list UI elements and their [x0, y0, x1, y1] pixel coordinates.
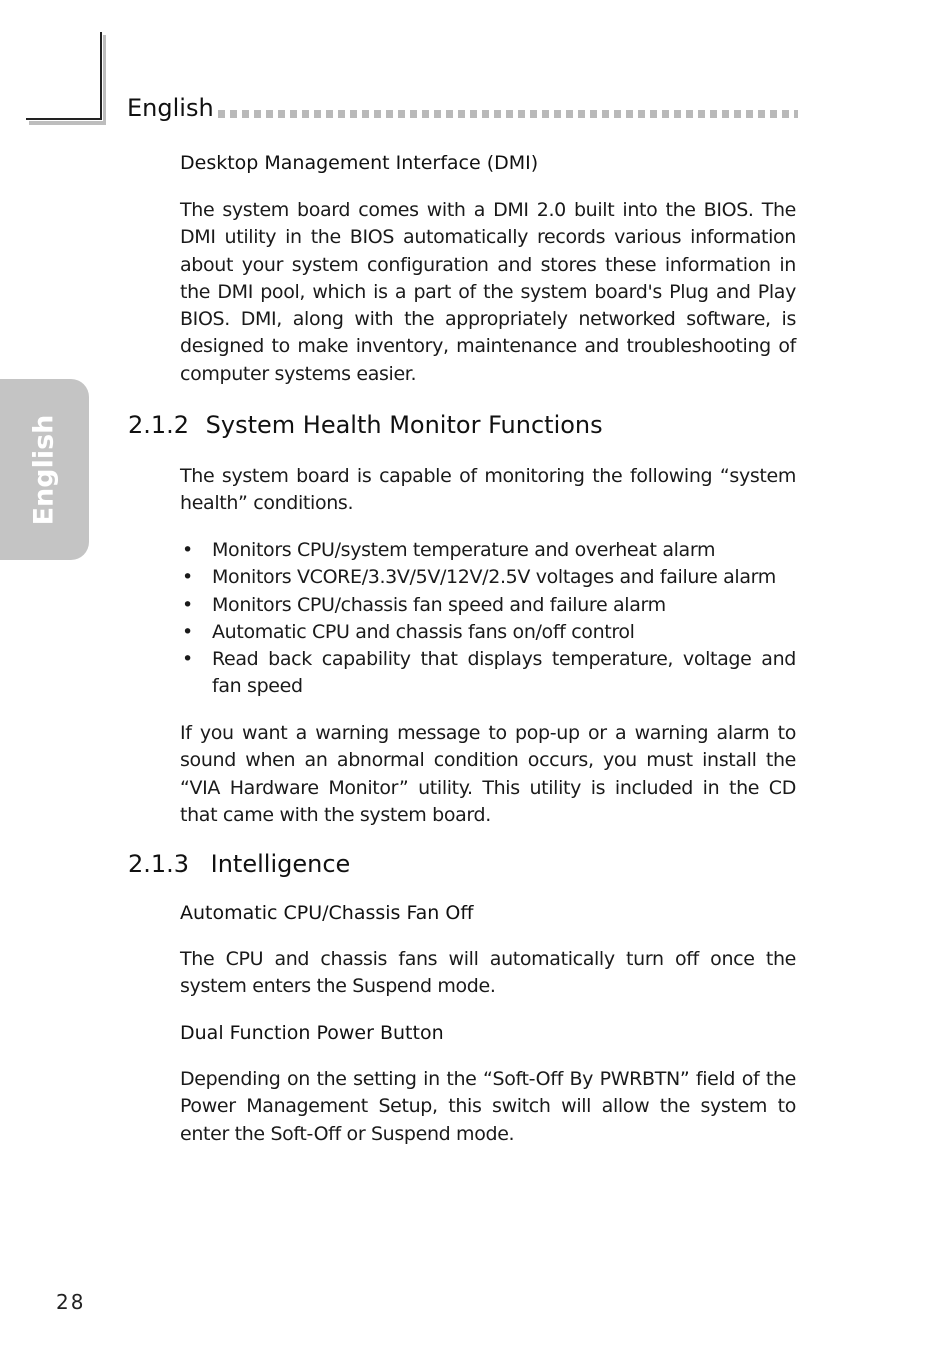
list-item-text: Monitors CPU/system temperature and overheat alarm [212, 539, 716, 561]
health-monitor-list [180, 537, 796, 701]
warning-utility-paragraph: If you want a warning message to pop-up or a warning alarm to sound when an abnormal condition occurs, you must install the “VIA Hardware Monitor” utility. This utility is included in the CD that came with the system board. [180, 722, 796, 826]
fan-off-heading: Automatic CPU/Chassis Fan Off [180, 902, 474, 924]
section-2-1-2-title [128, 409, 808, 441]
list-item [180, 646, 796, 701]
page-number: 28 [56, 1290, 86, 1314]
list-item [180, 592, 796, 619]
health-intro-paragraph: The system board is capable of monitoring the following “system health” conditions. [180, 465, 796, 515]
bullet-glyph: • [182, 593, 193, 616]
bullet-glyph: • [182, 620, 193, 643]
section-number: 2.1.2 [128, 411, 190, 439]
bullet-glyph: • [182, 539, 193, 561]
dmi-heading: Desktop Management Interface (DMI) [180, 152, 539, 174]
power-button-heading: Dual Function Power Button [180, 1022, 444, 1044]
list-item-text: Monitors CPU/chassis fan speed and failure alarm [212, 593, 666, 616]
bullet-glyph: • [182, 648, 193, 671]
running-header-label: English [127, 94, 214, 122]
list-item-text: Automatic CPU and chassis fans on/off control [212, 620, 635, 643]
section-title: System Health Monitor Functions [205, 411, 603, 439]
list-item [180, 537, 796, 564]
section-number: 2.1.3 [128, 850, 190, 878]
list-item [180, 619, 796, 646]
list-item-text: Read back capability that displays temperature, voltage and fan speed [212, 648, 796, 698]
language-side-tab-label: English [28, 414, 60, 526]
fan-off-paragraph: The CPU and chassis fans will automatically turn off once the system enters the Suspend mode. [180, 948, 796, 998]
list-item-text: Monitors VCORE/3.3V/5V/12V/2.5V voltages and failure alarm [212, 566, 776, 589]
corner-mark-shadow-vertical [103, 35, 106, 125]
section-2-1-3-title [128, 848, 808, 880]
section-title: Intelligence [210, 850, 351, 878]
corner-mark-vertical [100, 32, 102, 120]
bullet-glyph: • [182, 566, 193, 589]
list-item [180, 564, 796, 591]
corner-mark-horizontal [26, 118, 102, 120]
power-button-paragraph: Depending on the setting in the “Soft-Off By PWRBTN” field of the Power Management Setup, this switch will allow the system to enter the Soft-Off or Suspend mode. [180, 1068, 796, 1145]
corner-mark-shadow-horizontal [29, 121, 106, 125]
header-dotted-rule [218, 110, 798, 118]
dmi-paragraph: The system board comes with a DMI 2.0 built into the BIOS. The DMI utility in the BIOS automatically records various information about your system configuration and stores these information in the DMI pool, which is a part of the system board's Plug and Play BIOS. DMI, along with the appropriately networked software, is designed to make inventory, maintenance and troubleshooting of computer systems easier. [180, 199, 796, 385]
